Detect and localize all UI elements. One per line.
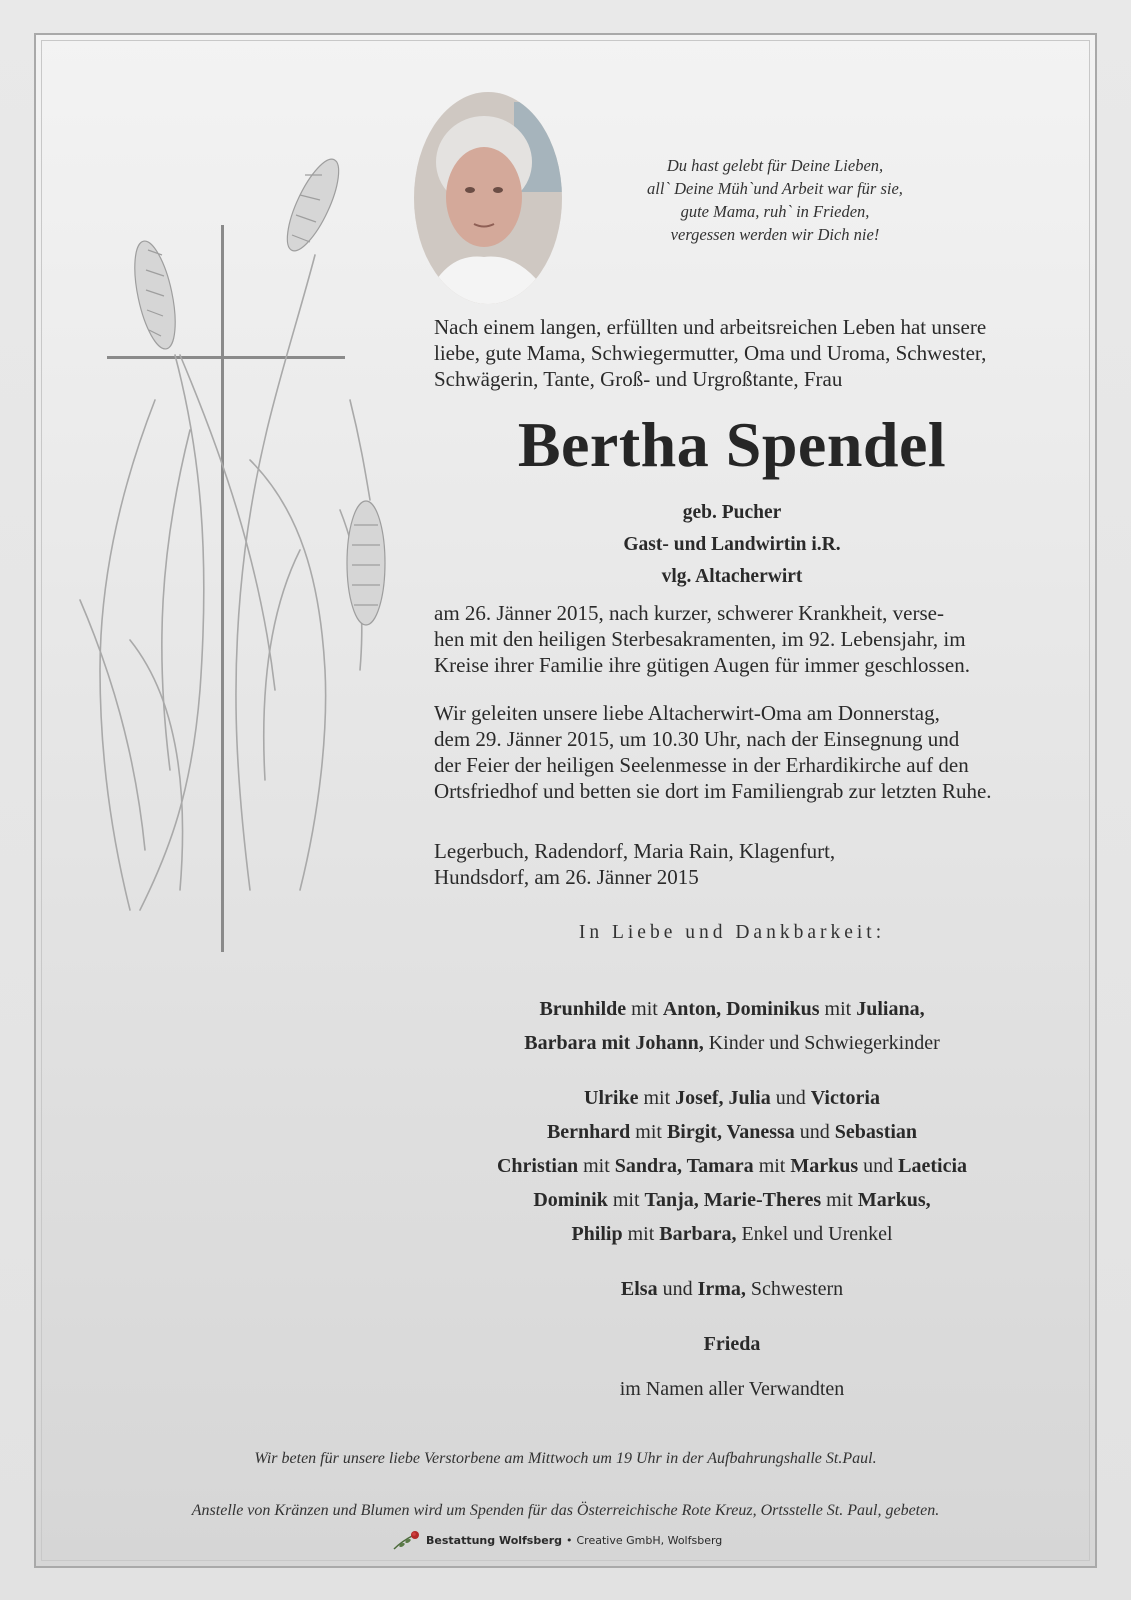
death-notice xyxy=(434,600,1030,678)
connector: und xyxy=(657,1278,698,1300)
motto-line: all` Deine Müh`und Arbeit war für sie, xyxy=(647,179,903,198)
funeral-line: Wir geleiten unsere liebe Altacherwirt-Oma am Donnerstag, xyxy=(434,701,940,725)
company-brand: Bestattung Wolfsberg xyxy=(426,1533,562,1547)
mourner-name: Irma, xyxy=(697,1278,746,1300)
mourner-row xyxy=(434,1081,1030,1115)
relatives-label: im Namen aller Verwandten xyxy=(619,1378,845,1400)
mourner-name: Markus xyxy=(790,1155,859,1177)
connector: mit xyxy=(821,1189,858,1211)
mourner-name: Christian xyxy=(496,1155,579,1177)
mourner-name: Anton, Dominikus xyxy=(662,998,820,1020)
mourner-name: Markus, xyxy=(857,1189,931,1211)
death-line: hen mit den heiligen Sterbesakramenten, im 92. Lebensjahr, im xyxy=(434,627,966,651)
cross-icon xyxy=(107,225,345,952)
grandchildren-list xyxy=(434,1081,1030,1251)
mourner-name: Victoria xyxy=(810,1087,880,1109)
connector: und xyxy=(858,1155,899,1177)
relatives-row xyxy=(434,1372,1030,1406)
mourner-name: Dominik xyxy=(533,1189,608,1211)
mourner-name: Birgit, Vanessa xyxy=(666,1121,795,1143)
deceased-details xyxy=(434,497,1030,593)
relation-label: Enkel und Urenkel xyxy=(736,1223,893,1245)
deceased-name: Bertha Spendel xyxy=(517,409,947,480)
mourner-name: Philip xyxy=(571,1223,623,1245)
mourner-name: Tanja, Marie-Theres xyxy=(644,1189,822,1211)
connector: und xyxy=(770,1087,811,1109)
mourner-name: Brunhilde xyxy=(539,998,627,1020)
intro-line: Schwägerin, Tante, Groß- und Urgroßtante, Frau xyxy=(434,367,843,391)
relation-label: Schwestern xyxy=(745,1278,844,1300)
connector: mit xyxy=(622,1223,660,1245)
donation-note: Anstelle von Kränzen und Blumen wird um Spenden für das Österreichische Rote Kreuz, Ortsstelle St. Paul, gebeten. xyxy=(191,1502,940,1519)
death-line: am 26. Jänner 2015, nach kurzer, schwerer Krankheit, verse- xyxy=(434,601,944,625)
rose-logo-icon xyxy=(392,1529,422,1551)
connector: mit xyxy=(607,1189,645,1211)
mourner-name: Elsa xyxy=(620,1278,658,1300)
mourner-name: Laeticia xyxy=(898,1155,968,1177)
mourner-row xyxy=(434,1272,1030,1306)
mourner-name: Sebastian xyxy=(834,1121,918,1143)
funeral-line: Ortsfriedhof und betten sie dort im Familiengrab zur letzten Ruhe. xyxy=(434,779,992,803)
motto-line: Du hast gelebt für Deine Lieben, xyxy=(666,156,884,175)
places-and-date xyxy=(434,838,1030,890)
funeral-line: dem 29. Jänner 2015, um 10.30 Uhr, nach der Einsegnung und xyxy=(434,727,960,751)
connector: mit xyxy=(753,1155,791,1177)
funeral-line: der Feier der heiligen Seelenmesse in der Erhardikirche auf den xyxy=(434,753,969,777)
places-line: Legerbuch, Radendorf, Maria Rain, Klagenfurt, xyxy=(434,839,836,863)
mourner-row xyxy=(434,1149,1030,1183)
mourner-row xyxy=(434,1026,1030,1060)
undertaker-credit xyxy=(392,1528,722,1552)
connector: mit xyxy=(578,1155,615,1177)
intro-line: Nach einem langen, erfüllten und arbeitsreichen Leben hat unsere xyxy=(434,315,987,339)
mourner-name: Juliana, xyxy=(856,998,925,1020)
mourner-name: Bernhard xyxy=(546,1121,631,1143)
connector: mit xyxy=(626,998,663,1020)
mourner-name: Ulrike xyxy=(584,1087,639,1109)
death-line: Kreise ihrer Familie ihre gütigen Augen für immer geschlossen. xyxy=(434,653,970,677)
connector: mit xyxy=(819,998,857,1020)
thanks-heading: In Liebe und Dankbarkeit: xyxy=(578,922,886,943)
mourner-row xyxy=(434,1217,1030,1251)
mourner-name: Sandra, Tamara xyxy=(614,1155,754,1177)
house-name: vlg. Altacherwirt xyxy=(661,566,803,587)
mourner-name: Frieda xyxy=(703,1333,761,1355)
connector: und xyxy=(794,1121,835,1143)
wheat-icon xyxy=(80,255,370,910)
mourner-name: Josef, Julia xyxy=(675,1087,771,1109)
portrait-photo xyxy=(414,92,562,304)
mourner-row xyxy=(434,1115,1030,1149)
relation-label: Kinder und Schwiegerkinder xyxy=(703,1032,940,1054)
cross-and-wheat-ornament xyxy=(60,130,400,990)
portrait-icon xyxy=(414,92,562,304)
profession: Gast- und Landwirtin i.R. xyxy=(623,534,841,555)
places-line: Hundsdorf, am 26. Jänner 2015 xyxy=(434,865,699,889)
birth-name: geb. Pucher xyxy=(682,502,782,523)
frieda-row xyxy=(434,1327,1030,1361)
intro-paragraph xyxy=(434,314,1030,392)
connector: mit xyxy=(638,1087,676,1109)
company-name: Creative GmbH, Wolfsberg xyxy=(576,1533,723,1547)
mourner-name: Barbara mit Johann, xyxy=(524,1032,704,1054)
intro-line: liebe, gute Mama, Schwiegermutter, Oma und Uroma, Schwester, xyxy=(434,341,987,365)
funeral-notice xyxy=(434,700,1030,804)
wheat-ear-icon xyxy=(127,153,385,625)
separator: • xyxy=(566,1533,573,1547)
children-list xyxy=(434,992,1030,1060)
motto-verse xyxy=(600,154,950,246)
sisters-row xyxy=(434,1272,1030,1306)
mourner-row xyxy=(434,992,1030,1026)
prayer-note: Wir beten für unsere liebe Verstorbene am Mittwoch um 19 Uhr in der Aufbahrungshalle St.Paul. xyxy=(254,1450,877,1467)
mourner-row xyxy=(434,1183,1030,1217)
connector: mit xyxy=(630,1121,667,1143)
motto-line: vergessen werden wir Dich nie! xyxy=(670,225,880,244)
mourner-name: Barbara, xyxy=(659,1223,737,1245)
motto-line: gute Mama, ruh` in Frieden, xyxy=(680,202,870,221)
